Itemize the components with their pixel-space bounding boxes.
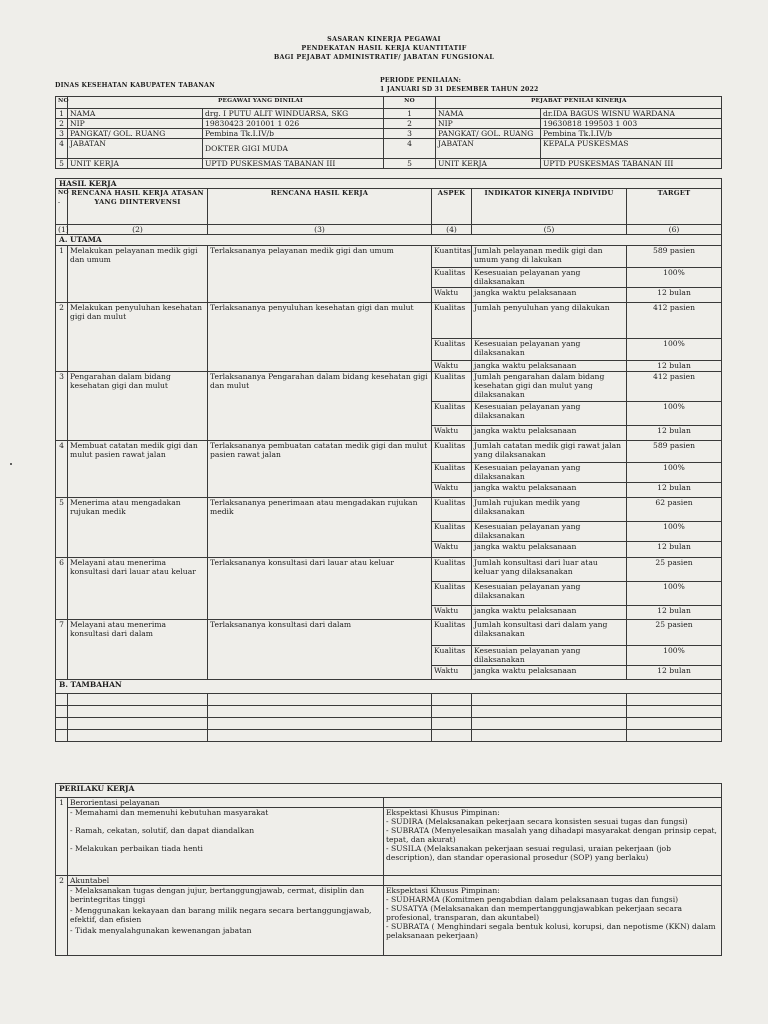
row-no: 5 <box>56 159 68 169</box>
item-target: 12 bulan <box>627 426 722 441</box>
item-indikator: Jumlah pengarahan dalam bidang kesehatan gigi dan mulut yang dilaksanakan <box>472 372 627 402</box>
perilaku-title-row <box>56 798 722 808</box>
item-aspek: Waktu <box>432 606 472 620</box>
agency-name: DINAS KESEHATAN KABUPATEN TABANAN <box>55 82 215 89</box>
perilaku-points <box>68 808 384 876</box>
expectation-item: - SUDHARMA (Komitmen pengabdian dalam pelaksanaan tugas dan fungsi) <box>386 895 679 904</box>
identity-col-assessor: PEJABAT PENILAI KINERJA <box>436 97 722 109</box>
perilaku-detail-row <box>56 808 722 876</box>
item-aspek: Kualitas <box>432 441 472 463</box>
field-label: UNIT KERJA <box>68 159 203 169</box>
col-number: (3) <box>208 225 432 235</box>
perilaku-kerja-table <box>55 783 722 956</box>
tambahan-empty-row <box>56 730 722 742</box>
indicator-row <box>56 558 722 582</box>
item-aspek: Kualitas <box>432 339 472 361</box>
item-indikator: Jumlah rujukan medik yang dilaksanakan <box>472 498 627 522</box>
item-target: 100% <box>627 522 722 542</box>
item-aspek: Kualitas <box>432 463 472 483</box>
item-aspek: Waktu <box>432 361 472 372</box>
item-aspek: Kualitas <box>432 522 472 542</box>
item-target: 412 pasien <box>627 372 722 402</box>
item-target: 100% <box>627 582 722 606</box>
perilaku-point: - Ramah, cekatan, solutif, dan dapat diandalkan <box>70 826 255 835</box>
item-indikator: Kesesuaian pelayanan yang dilaksanakan <box>472 522 627 542</box>
item-rencana: Terlaksananya pembuatan catatan medik gigi dan mulut pasien rawat jalan <box>208 441 432 498</box>
document-subtitle: PENDEKATAN HASIL KERJA KUANTITATIF <box>301 44 467 52</box>
document-subtitle-2: BAGI PEJABAT ADMINISTRATIF/ JABATAN FUNGSIONAL <box>273 53 495 61</box>
item-aspek: Kualitas <box>432 498 472 522</box>
item-rencana-atasan: Menerima atau mengadakan rujukan medik <box>68 498 208 558</box>
item-indikator: jangka waktu pelaksanaan <box>472 666 627 680</box>
indicator-row <box>56 303 722 339</box>
item-target: 412 pasien <box>627 303 722 339</box>
field-value: 19630818 199503 1 003 <box>541 119 722 129</box>
row-no: 4 <box>56 139 68 159</box>
col-header-aspek: ASPEK <box>432 189 472 225</box>
expectation-item: - SUSATYA (Melaksanakan dan mempertanggungjawabkan pekerjaan secara profesional, transparan, dan akuntabel) <box>386 904 683 922</box>
tambahan-empty-row <box>56 706 722 718</box>
item-indikator: Kesesuaian pelayanan yang dilaksanakan <box>472 582 627 606</box>
item-aspek: Kualitas <box>432 268 472 288</box>
row-no: 3 <box>56 129 68 139</box>
identity-col-employee: PEGAWAI YANG DINILAI <box>68 97 384 109</box>
item-aspek: Kualitas <box>432 620 472 646</box>
col-header-target: TARGET <box>627 189 722 225</box>
item-no: 3 <box>56 372 68 441</box>
col-number: (5) <box>472 225 627 235</box>
item-indikator: Kesesuaian pelayanan yang dilaksanakan <box>472 463 627 483</box>
item-indikator: jangka waktu pelaksanaan <box>472 426 627 441</box>
col-header-rencana: RENCANA HASIL KERJA <box>208 189 432 225</box>
col-number: (2) <box>68 225 208 235</box>
perilaku-title-row <box>56 876 722 886</box>
col-number: (4) <box>432 225 472 235</box>
col-header-indikator: INDIKATOR KINERJA INDIVIDU <box>472 189 627 225</box>
perilaku-expectations <box>384 886 722 956</box>
item-rencana: Terlaksananya penyuluhan kesehatan gigi dan mulut <box>208 303 432 372</box>
item-aspek: Waktu <box>432 542 472 558</box>
item-target: 100% <box>627 402 722 426</box>
field-label: NIP <box>436 119 541 129</box>
expectation-item: - SUBRATA ( Menghindari segala bentuk kolusi, korupsi, dan nepotisme (KKN) dalam pelaksanaan pekerjaan) <box>386 922 716 940</box>
expectation-item: - SUDIRA (Melaksanakan pekerjaan secara konsisten sesuai tugas dan fungsi) <box>386 817 688 826</box>
item-aspek: Kuantitas <box>432 246 472 268</box>
item-aspek: Kualitas <box>432 646 472 666</box>
item-indikator: Jumlah catatan medik gigi rawat jalan yang dilaksanakan <box>472 441 627 463</box>
item-aspek: Waktu <box>432 666 472 680</box>
item-no: 2 <box>56 303 68 372</box>
field-value: dr.IDA BAGUS WISNU WARDANA <box>541 109 722 119</box>
item-target: 100% <box>627 646 722 666</box>
item-target: 12 bulan <box>627 483 722 498</box>
tambahan-empty-row <box>56 694 722 706</box>
row-no: 1 <box>384 109 436 119</box>
field-value: drg. I PUTU ALIT WINDUARSA, SKG <box>203 109 384 119</box>
indicator-row <box>56 372 722 402</box>
row-no: 2 <box>56 119 68 129</box>
item-aspek: Kualitas <box>432 558 472 582</box>
item-rencana-atasan: Melayani atau menerima konsultasi dari lauar atau keluar <box>68 558 208 620</box>
identity-row <box>56 109 722 119</box>
row-no: 4 <box>384 139 436 159</box>
field-label: NIP <box>68 119 203 129</box>
scan-speck <box>10 463 12 465</box>
item-rencana-atasan: Melakukan penyuluhan kesehatan gigi dan mulut <box>68 303 208 372</box>
perilaku-items <box>56 798 722 956</box>
item-indikator: Kesesuaian pelayanan yang dilaksanakan <box>472 646 627 666</box>
identity-row <box>56 139 722 159</box>
item-indikator: jangka waktu pelaksanaan <box>472 542 627 558</box>
item-aspek: Waktu <box>432 288 472 303</box>
perilaku-no: 1 <box>56 798 68 876</box>
field-value: Pembina Tk.I.IV/b <box>203 129 384 139</box>
indicator-row <box>56 620 722 646</box>
tambahan-empty-row <box>56 718 722 730</box>
identity-col-no: NO <box>56 97 68 109</box>
field-value: UPTD PUSKESMAS TABANAN III <box>203 159 384 169</box>
perilaku-item-title: Akuntabel <box>68 876 384 886</box>
item-rencana: Terlaksananya pelayanan medik gigi dan umum <box>208 246 432 303</box>
item-aspek: Kualitas <box>432 303 472 339</box>
perilaku-points <box>68 886 384 956</box>
identity-row <box>56 159 722 169</box>
hasil-kerja-table <box>55 178 722 742</box>
field-value: KEPALA PUSKESMAS <box>541 139 722 159</box>
item-aspek: Kualitas <box>432 582 472 606</box>
field-label: NAMA <box>436 109 541 119</box>
item-indikator: Kesesuaian pelayanan yang dilaksanakan <box>472 268 627 288</box>
item-rencana: Terlaksananya konsultasi dari lauar atau keluar <box>208 558 432 620</box>
perilaku-expectations <box>384 808 722 876</box>
expectation-title: Ekspektasi Khusus Pimpinan: <box>386 808 500 817</box>
item-target: 100% <box>627 339 722 361</box>
field-label: PANGKAT/ GOL. RUANG <box>436 129 541 139</box>
row-no: 2 <box>384 119 436 129</box>
item-target: 62 pasien <box>627 498 722 522</box>
perilaku-point: - Melakukan perbaikan tiada henti <box>70 844 203 853</box>
item-no: 1 <box>56 246 68 303</box>
item-aspek: Kualitas <box>432 372 472 402</box>
item-indikator: jangka waktu pelaksanaan <box>472 483 627 498</box>
item-no: 5 <box>56 498 68 558</box>
item-target: 25 pasien <box>627 558 722 582</box>
identity-row <box>56 129 722 139</box>
item-indikator: Kesesuaian pelayanan yang dilaksanakan <box>472 402 627 426</box>
period-label: PERIODE PENILAIAN: <box>380 77 462 84</box>
expectation-item: - SUSILA (Melaksanakan pekerjaan sesuai regulasi, uraian pekerjaan (job description), dan standar operasional prosedur (SOP) yang berlaku) <box>386 844 671 862</box>
perilaku-blank <box>384 876 722 886</box>
item-target: 25 pasien <box>627 620 722 646</box>
field-label: JABATAN <box>436 139 541 159</box>
item-aspek: Waktu <box>432 483 472 498</box>
perilaku-point: - Melaksanakan tugas dengan jujur, bertanggungjawab, cermat, disiplin dan berintegritas tinggi <box>70 886 365 904</box>
item-target: 100% <box>627 463 722 483</box>
document-title: SASARAN KINERJA PEGAWAI <box>327 35 441 43</box>
identity-table <box>55 96 722 169</box>
item-no: 4 <box>56 441 68 498</box>
identity-col-no2: NO <box>384 97 436 109</box>
col-number: (1) <box>56 225 68 235</box>
expectation-title: Ekspektasi Khusus Pimpinan: <box>386 886 500 895</box>
item-rencana: Terlaksananya Pengarahan dalam bidang kesehatan gigi dan mulut <box>208 372 432 441</box>
row-no: 5 <box>384 159 436 169</box>
perilaku-detail-row <box>56 886 722 956</box>
item-indikator: Kesesuaian pelayanan yang dilaksanakan <box>472 339 627 361</box>
item-rencana-atasan: Membuat catatan medik gigi dan mulut pasien rawat jalan <box>68 441 208 498</box>
col-header-rencana-atasan: RENCANA HASIL KERJA ATASAN YANG DIINTERVENSI <box>68 189 208 225</box>
indicator-row <box>56 441 722 463</box>
item-indikator: Jumlah konsultasi dari luar atau keluar yang dilaksanakan <box>472 558 627 582</box>
perilaku-item-title: Berorientasi pelayanan <box>68 798 384 808</box>
field-value: 19830423 201001 1 026 <box>203 119 384 129</box>
item-indikator: jangka waktu pelaksanaan <box>472 288 627 303</box>
perilaku-no: 2 <box>56 876 68 956</box>
col-header-no: NO . <box>56 189 68 225</box>
period-value: 1 JANUARI SD 31 DESEMBER TAHUN 2022 <box>380 86 539 93</box>
item-indikator: Jumlah konsultasi dari dalam yang dilaksanakan <box>472 620 627 646</box>
field-label: JABATAN <box>68 139 203 159</box>
identity-row <box>56 119 722 129</box>
item-indikator: jangka waktu pelaksanaan <box>472 361 627 372</box>
perilaku-blank <box>384 798 722 808</box>
perilaku-title: PERILAKU KERJA <box>56 784 722 798</box>
item-rencana-atasan: Melayani atau menerima konsultasi dari dalam <box>68 620 208 680</box>
perilaku-point: - Tidak menyalahgunakan kewenangan jabatan <box>70 926 252 935</box>
col-number: (6) <box>627 225 722 235</box>
indicator-row <box>56 246 722 268</box>
hasil-kerja-items <box>56 246 722 680</box>
item-target: 589 pasien <box>627 246 722 268</box>
tambahan-label: B. TAMBAHAN <box>56 680 722 694</box>
perilaku-point: - Menggunakan kekayaan dan barang milik negara secara bertanggungjawab, efektif, dan efisien <box>70 906 372 924</box>
item-no: 7 <box>56 620 68 680</box>
item-target: 12 bulan <box>627 288 722 303</box>
row-no: 1 <box>56 109 68 119</box>
item-target: 100% <box>627 268 722 288</box>
row-no: 3 <box>384 129 436 139</box>
item-indikator: Jumlah pelayanan medik gigi dan umum yang di lakukan <box>472 246 627 268</box>
perilaku-point: - Memahami dan memenuhi kebutuhan masyarakat <box>70 808 269 817</box>
item-no: 6 <box>56 558 68 620</box>
item-indikator: jangka waktu pelaksanaan <box>472 606 627 620</box>
item-target: 12 bulan <box>627 666 722 680</box>
hasil-kerja-title: HASIL KERJA <box>56 179 722 189</box>
item-target: 589 pasien <box>627 441 722 463</box>
item-aspek: Waktu <box>432 426 472 441</box>
field-label: UNIT KERJA <box>436 159 541 169</box>
field-label: PANGKAT/ GOL. RUANG <box>68 129 203 139</box>
field-value: Pembina Tk.I.IV/b <box>541 129 722 139</box>
item-target: 12 bulan <box>627 606 722 620</box>
expectation-item: - SUBRATA (Menyelesaikan masalah yang dihadapi masyarakat dengan prinsip cepat, tepat, dan akurat) <box>386 826 717 844</box>
item-indikator: Jumlah penyuluhan yang dilakukan <box>472 303 627 339</box>
item-aspek: Kualitas <box>432 402 472 426</box>
item-rencana: Terlaksananya konsultasi dari dalam <box>208 620 432 680</box>
utama-label: A. UTAMA <box>56 235 722 246</box>
item-target: 12 bulan <box>627 361 722 372</box>
item-target: 12 bulan <box>627 542 722 558</box>
item-rencana: Terlaksananya penerimaan atau mengadakan rujukan medik <box>208 498 432 558</box>
field-label: NAMA <box>68 109 203 119</box>
field-value: DOKTER GIGI MUDA <box>203 139 384 159</box>
item-rencana-atasan: Melakukan pelayanan medik gigi dan umum <box>68 246 208 303</box>
field-value: UPTD PUSKESMAS TABANAN III <box>541 159 722 169</box>
indicator-row <box>56 498 722 522</box>
item-rencana-atasan: Pengarahan dalam bidang kesehatan gigi dan mulut <box>68 372 208 441</box>
